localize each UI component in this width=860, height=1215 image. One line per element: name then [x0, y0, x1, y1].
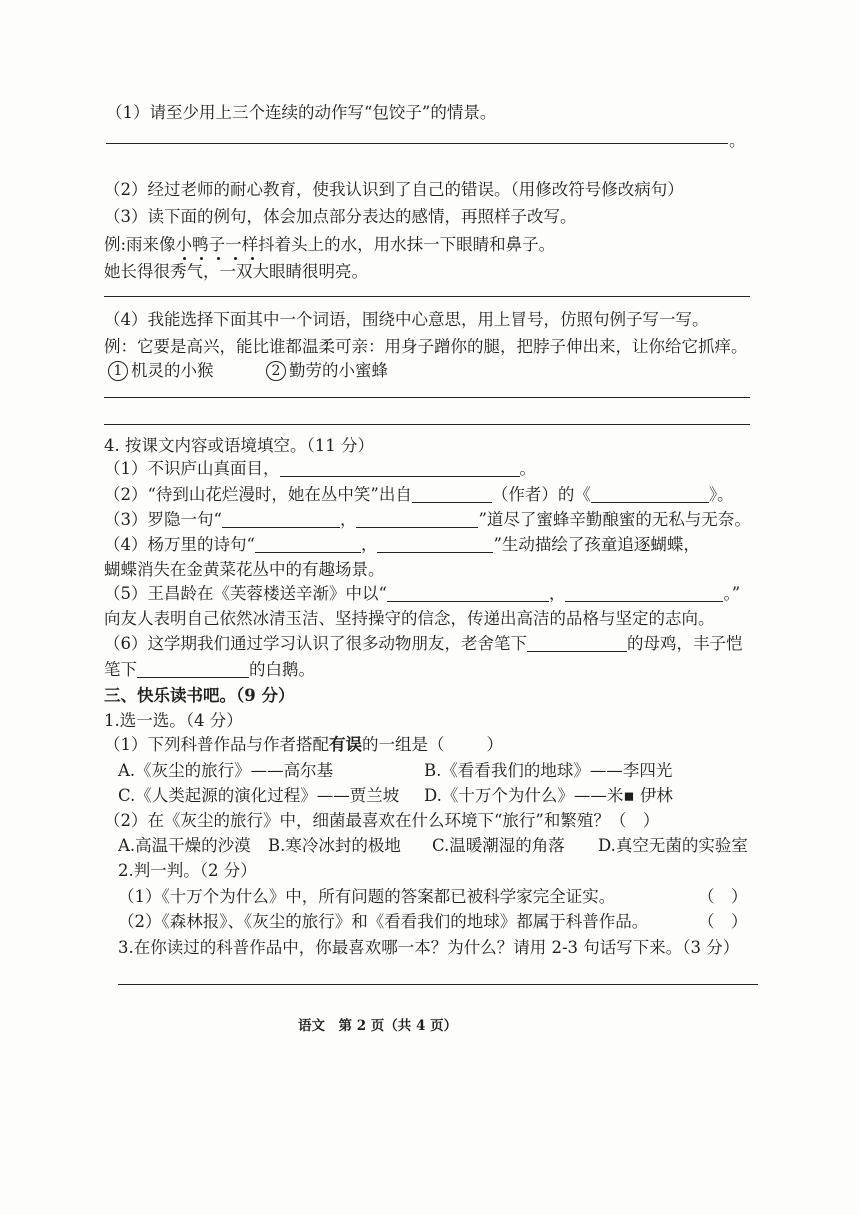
question-4-title: 4. 按课文内容或语境填空。（11 分） [104, 436, 374, 455]
item-text: （1）不识庐山真面目， [104, 459, 280, 478]
q2-title: 2.判一判。（2 分） [118, 861, 257, 880]
item-text: ， [339, 510, 357, 529]
answer-line [118, 984, 758, 985]
q1-2-option-d: D.真空无菌的实验室 [598, 836, 748, 855]
blank[interactable] [565, 585, 723, 602]
item-text: 。” [723, 584, 741, 603]
item-text: （作者）的《 [491, 485, 591, 504]
prompt-text: （1）下列科普作品与作者搭配 [104, 735, 329, 754]
item-text: ， [548, 584, 566, 603]
blank[interactable] [377, 536, 493, 553]
item-text: 》。 [708, 485, 734, 504]
option-b: B.《看看我们的地球》——李四光 [424, 761, 673, 780]
answer-line [104, 424, 750, 425]
dotted-text: 小鸭子一样 [175, 235, 259, 254]
q1-2-prompt: （2）在《灰尘的旅行》中，细菌最喜欢在什么环境下“旅行”和繁殖？（ ） [104, 811, 660, 830]
answer-line [104, 296, 750, 297]
section-3-title: 三、快乐读书吧。（9 分） [104, 686, 295, 705]
option-c: C.《人类起源的演化过程》——贾兰坡 [118, 786, 400, 805]
blank[interactable] [137, 661, 249, 678]
fill-item-1 [104, 455, 536, 479]
answer-line [106, 143, 728, 144]
blank[interactable] [527, 635, 627, 652]
q1-title: 1.选一选。（4 分） [104, 711, 243, 730]
option-d: D.《十万个为什么》——米▪ 伊林 [424, 786, 673, 805]
judge-paren-2[interactable]: （ ） [698, 912, 748, 931]
blank[interactable] [412, 486, 492, 503]
question-3-4-example: 例：它要是高兴，能比谁都温柔可亲：用身子蹭你的腿，把脖子伸出来，让你给它抓痒。 [104, 337, 748, 356]
blank[interactable] [387, 585, 549, 602]
item-text: 笔下 [104, 660, 137, 679]
judge-paren-1[interactable]: （ ） [698, 887, 748, 906]
q2-2-statement: （2）《森林报》、《灰尘的旅行》和《看看我们的地球》都属于科普作品。 [118, 912, 649, 931]
q1-2-option-c: C.温暖潮湿的角落 [432, 836, 565, 855]
option-text: 勤劳的小蜜蜂 [289, 361, 388, 380]
blank[interactable] [222, 511, 340, 528]
item-text: （5）王昌龄在《芙蓉楼送辛渐》中以“ [104, 584, 387, 603]
example-prefix: 例:雨来像 [104, 235, 176, 254]
blank[interactable] [591, 486, 709, 503]
blank[interactable] [255, 536, 361, 553]
option-text: 机灵的小猴 [131, 361, 214, 380]
item-text: （6）这学期我们通过学习认识了很多动物朋友，老舍笔下 [104, 634, 527, 653]
fill-item-4-continued: 蝴蝶消失在金黄菜花丛中的有趣场景。 [104, 560, 385, 579]
fill-item-2 [104, 481, 734, 505]
question-3-3-prompt: （3）读下面的例句，体会加点部分表达的感情，再照样子改写。 [104, 207, 577, 226]
prompt-text: ） [486, 735, 503, 754]
dotted-emphasis [176, 235, 259, 254]
item-text: 的母鸡，丰子恺 [627, 634, 743, 653]
answer-line [104, 397, 750, 398]
q1-1-prompt [104, 731, 503, 755]
emphasis-text: 有误 [329, 735, 362, 754]
fill-item-6-continued [104, 656, 315, 680]
item-text: 的白鹅。 [249, 660, 315, 679]
page-footer: 语文 第 2 页（共 4 页） [298, 1018, 458, 1034]
item-text: （2）“待到山花烂漫时，她在丛中笑”出自 [104, 485, 412, 504]
q3-prompt: 3.在你读过的科普作品中，你最喜欢哪一本？为什么？请用 2-3 句话写下来。（3 分） [118, 938, 740, 957]
item-text: （4）杨万里的诗句“ [104, 535, 255, 554]
question-3-2-prompt: （2）经过老师的耐心教育，使我认识到了自己的错误。（用修改符号修改病句） [104, 180, 684, 199]
fill-item-5 [104, 580, 740, 604]
fill-item-6 [104, 630, 743, 654]
option-list [108, 357, 388, 381]
circled-number: 1 [108, 361, 128, 381]
fill-item-3 [104, 506, 751, 530]
blank[interactable] [356, 511, 478, 528]
circled-number: 2 [266, 361, 286, 381]
question-3-4-prompt: （4）我能选择下面其中一个词语，围绕中心意思，用上冒号，仿照句例子写一写。 [104, 310, 709, 329]
question-3-3-sentence: 她长得很秀气，一双大眼睛很明亮。 [104, 262, 368, 281]
fill-item-4 [104, 531, 700, 555]
q1-2-option-a: A.高温干燥的沙漠 [118, 836, 251, 855]
option-a: A.《灰尘的旅行》——高尔基 [118, 761, 334, 780]
fill-item-5-continued: 向友人表明自己依然冰清玉洁、坚持操守的信念，传递出高洁的品格与坚定的志向。 [104, 609, 715, 628]
end-period: 。 [729, 131, 746, 150]
item-text: ”道尽了蜜蜂辛勤酿蜜的无私与无奈。 [478, 510, 751, 529]
item-text: （3）罗隐一句“ [104, 510, 222, 529]
item-text: ”生动描绘了孩童追逐蝴蝶， [493, 535, 700, 554]
prompt-text: 的一组是（ [362, 735, 445, 754]
question-3-1-prompt: （1）请至少用上三个连续的动作写“包饺子”的情景。 [106, 103, 497, 122]
item-text: ， [360, 535, 378, 554]
q1-2-option-b: B.寒冷冰封的极地 [268, 836, 401, 855]
blank[interactable] [280, 460, 520, 477]
example-suffix: 抖着头上的水，用水抹一下眼睛和鼻子。 [258, 235, 556, 254]
q2-1-statement: （1）《十万个为什么》中，所有问题的答案都已被科学家完全证实。 [118, 887, 616, 906]
question-3-3-example [104, 231, 555, 255]
item-text: 。 [519, 459, 536, 478]
